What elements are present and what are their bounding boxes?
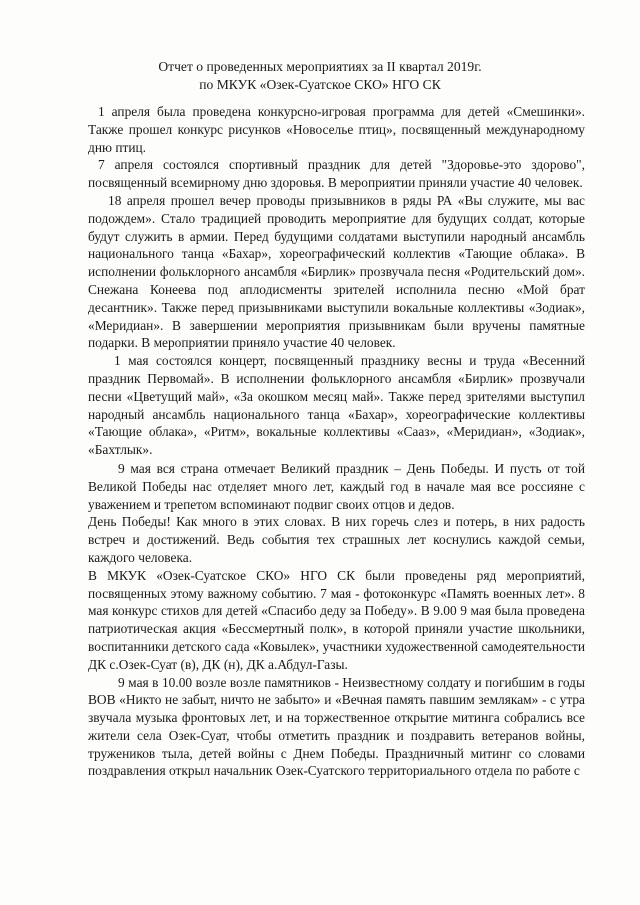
- paragraph-april-1: 1 апреля была проведена конкурсно-игровая программа для детей «Смешинки». Также прошел конкурс рисунков «Новоселье птиц», посвященный международному дню птиц.: [88, 104, 585, 155]
- paragraph-events: В МКУК «Озек-Суатское СКО» НГО СК были проведены ряд мероприятий, посвященных этому важному событию. 7 мая - фотоконкурс «Память военных лет». 8 мая конкурс стихов для детей «Спасибо деду за Победу». В 9.00 9 мая была проведена патриотическая акция «Бессмертный полк», в которой приняли участие школьники, воспитанники детского сада «Ковылек», участники художественной самодеятельности ДК с.Озек-Суат (в), ДК (н), ДК а.Абдул-Газы.: [88, 567, 585, 672]
- title-line-1: Отчет о проведенных мероприятиях за II квартал 2019г.: [158, 59, 482, 74]
- paragraph-april-7: 7 апреля состоялся спортивный праздник для детей "Здоровье-это здорово", посвященный всемирному дню здоровья. В мероприятии приняли участие 40 человек.: [88, 157, 585, 191]
- paragraph-may-1: 1 мая состоялся концерт, посвященный празднику весны и труда «Весенний праздник Первомай». В исполнении фольклорного ансамбля «Бирлик» прозвучали песни «Цветущий май», «За окошком месяц май». Также перед зрителями выступил народный ансамбль национального танца «Бахар», хореографические коллективы «Тающие облака», «Ритм», вокальные коллективы «Сааз», «Меридиан», «Зодиак», «Бахтлык».: [88, 353, 585, 458]
- paragraph-may-9-rally: 9 мая в 10.00 возле возле памятников - Неизвестному солдату и погибшим в годы ВОВ «Никто не забыт, ничто не забыто» и «Вечная память павшим землякам» - с утра звучала музыка фронтовых лет, и на торжественное открытие митинга собрались все жители села Озек-Суат, чтобы отметить праздник и поздравить ветеранов войны, тружеников тыла, детей войны с Днем Победы. Праздничный митинг со словами поздравления открыл начальник Озек-Суатского территориального отдела по работе с: [88, 674, 585, 779]
- paragraph-victory-day: День Победы! Как много в этих словах. В них горечь слез и потерь, в них радость встреч и достижений. Ведь события тех страшных лет коснулись каждой семьи, каждого человека.: [88, 514, 585, 565]
- paragraph-may-9-intro: 9 мая вся страна отмечает Великий праздник – День Победы. И пусть от той Великой Победы нас отделяет много лет, каждый год в начале мая все россияне с уважением и трепетом вспоминают подвиг своих отцов и дедов.: [88, 460, 585, 512]
- document-body: [88, 103, 585, 780]
- document-title: [60, 58, 580, 94]
- title-line-2: по МКУК «Озек-Суатское СКО» НГО СК: [199, 77, 441, 92]
- paragraph-april-18: 18 апреля прошел вечер проводы призывников в ряды РА «Вы служите, мы вас подождем». Стало традицией проводить мероприятие для будущих солдат, которые будут служить в армии. Перед будущими солдатами выступили народный ансамбль национального танца «Бахар», хореографический коллектив «Тающие облака». В исполнении фольклорного ансамбля «Бирлик» прозвучала песня «Родительский дом». Снежана Конеева под аплодисменты зрителей исполнила песню «Мой брат десантник». Также перед призывниками выступили вокальные коллективы «Зодиак», «Меридиан». В завершении мероприятия призывникам были вручены памятные подарки. В мероприятии приняло участие 40 человек.: [88, 192, 585, 351]
